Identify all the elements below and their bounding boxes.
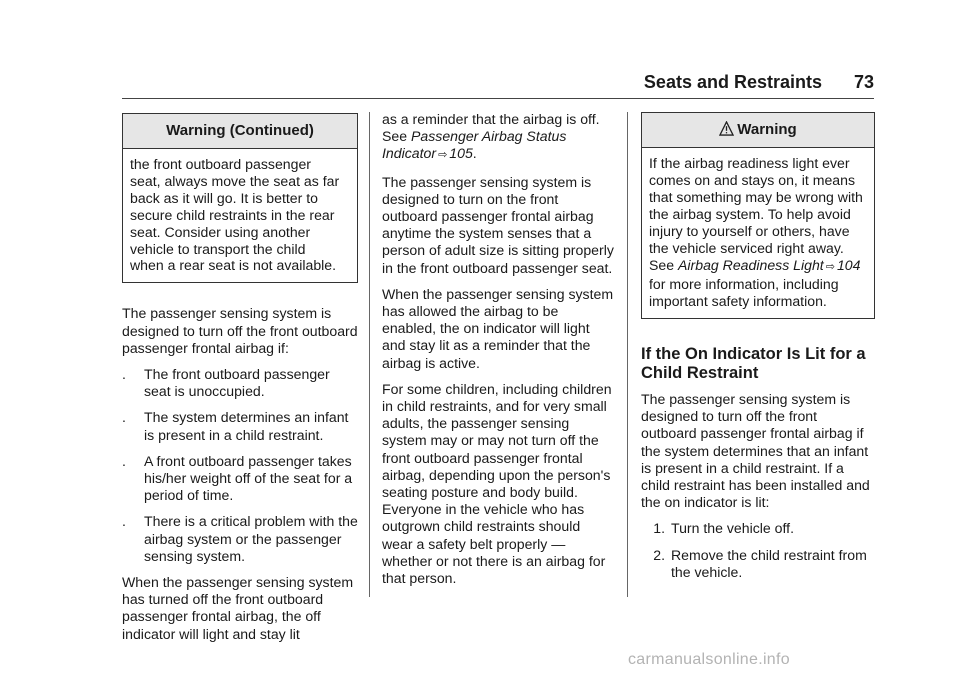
warning-title: Warning	[737, 121, 797, 138]
paragraph	[382, 111, 614, 165]
page-number: 73	[853, 72, 874, 92]
bullet-marker: .	[122, 452, 126, 469]
warning-line: vehicle to transport the child	[130, 240, 306, 257]
warning-line: seat, always move the seat as far	[130, 172, 340, 189]
column-3	[641, 112, 875, 590]
warning-continued-box	[122, 113, 358, 283]
section-title: Seats and Restraints	[643, 72, 822, 92]
paragraph: When the passenger sensing system has allowed the airbag to be enabled, the on indicator will light and stay lit as a reminder that the airbag is active.	[382, 285, 614, 371]
warning-box	[641, 112, 875, 319]
bullet-item	[122, 366, 358, 400]
bullet-marker: .	[122, 365, 126, 382]
warning-text-end: for more information, including important safety information.	[649, 276, 839, 309]
step-text: Turn the vehicle off.	[671, 520, 794, 537]
bullet-item	[122, 409, 358, 443]
bullet-text: There is a critical problem with the airbag system or the passenger sensing system.	[144, 513, 358, 564]
column-divider	[369, 112, 370, 597]
warning-body	[642, 148, 874, 318]
page-reference[interactable]: 105	[449, 145, 473, 162]
paragraph-end: .	[472, 145, 477, 162]
warning-continued-body	[123, 149, 357, 282]
bullet-item	[122, 513, 358, 565]
paragraph-text: as a reminder that the airbag is off. See	[382, 111, 600, 145]
page-arrow-icon: ⇨	[825, 261, 835, 273]
bullet-marker: .	[122, 409, 126, 426]
page-arrow-icon: ⇨	[438, 149, 448, 162]
warning-continued-title: Warning (Continued)	[123, 114, 357, 149]
column-2	[382, 111, 614, 596]
column-1	[122, 113, 358, 652]
intro-paragraph: The passenger sensing system is designed to turn off the front outboard passenger frontal airbag if:	[122, 305, 358, 356]
warning-line: back as it will go. It is better to	[130, 189, 318, 206]
step-number: 2.	[653, 546, 665, 563]
warning-line: seat. Consider using another	[130, 223, 311, 240]
warning-line: secure child restraints in the rear	[130, 206, 335, 223]
cross-reference-link[interactable]: Passenger Airbag Status Indicator	[382, 128, 567, 162]
warning-icon	[719, 121, 734, 136]
bullet-text: A front outboard passenger takes his/her weight off of the seat for a period of time.	[144, 452, 353, 504]
page-header	[122, 70, 874, 99]
warning-header	[642, 113, 874, 148]
closing-paragraph: When the passenger sensing system has turned off the front outboard passenger frontal airbag, the off indicator will light and stay lit	[122, 573, 354, 642]
paragraph: For some children, including children in child restraints, and for very small adults, the passenger sensing system may or may not turn off the front outboard passenger frontal airbag, depending upon the person's seating posture and body build. Everyone in the vehicle who has outgrown child restraints should wear a safety belt properly — whether or not there is an airbag for that person.	[382, 380, 612, 587]
cross-reference-link[interactable]: Airbag Readiness Light	[678, 257, 824, 273]
step-text: Remove the child restraint from the vehicle.	[671, 546, 867, 580]
warning-line: when a rear seat is not available.	[130, 257, 337, 274]
bullet-item	[122, 453, 358, 505]
numbered-step	[641, 520, 875, 537]
paragraph: The passenger sensing system is designed to turn on the front outboard passenger frontal airbag anytime the system senses that a person of adult size is sitting properly in the front outboard passenger seat.	[382, 173, 614, 276]
watermark: carmanualsonline.info	[628, 651, 790, 668]
section-heading: If the On Indicator Is Lit for a Child Restraint	[641, 345, 866, 382]
bullet-text: The system determines an infant is present in a child restraint.	[144, 409, 349, 443]
bullet-text: The front outboard passenger seat is unoccupied.	[144, 365, 330, 400]
numbered-step	[641, 547, 875, 581]
paragraph: The passenger sensing system is designed to turn off the front outboard passenger frontal airbag if the system determines that an infant is present in a child restraint. If a child restraint has been installed and the on indicator is lit:	[641, 391, 870, 511]
bullet-marker: .	[122, 513, 126, 530]
step-number: 1.	[653, 520, 665, 537]
page-reference[interactable]: 104	[836, 257, 861, 273]
column-divider	[627, 112, 628, 597]
warning-line: the front outboard passenger	[130, 156, 311, 172]
warning-text: If the airbag readiness light ever comes on and stays on, it means that something may be wrong with the airbag system. To help avoid injury to yourself or others, have the vehicle serviced right away. See	[649, 155, 863, 273]
